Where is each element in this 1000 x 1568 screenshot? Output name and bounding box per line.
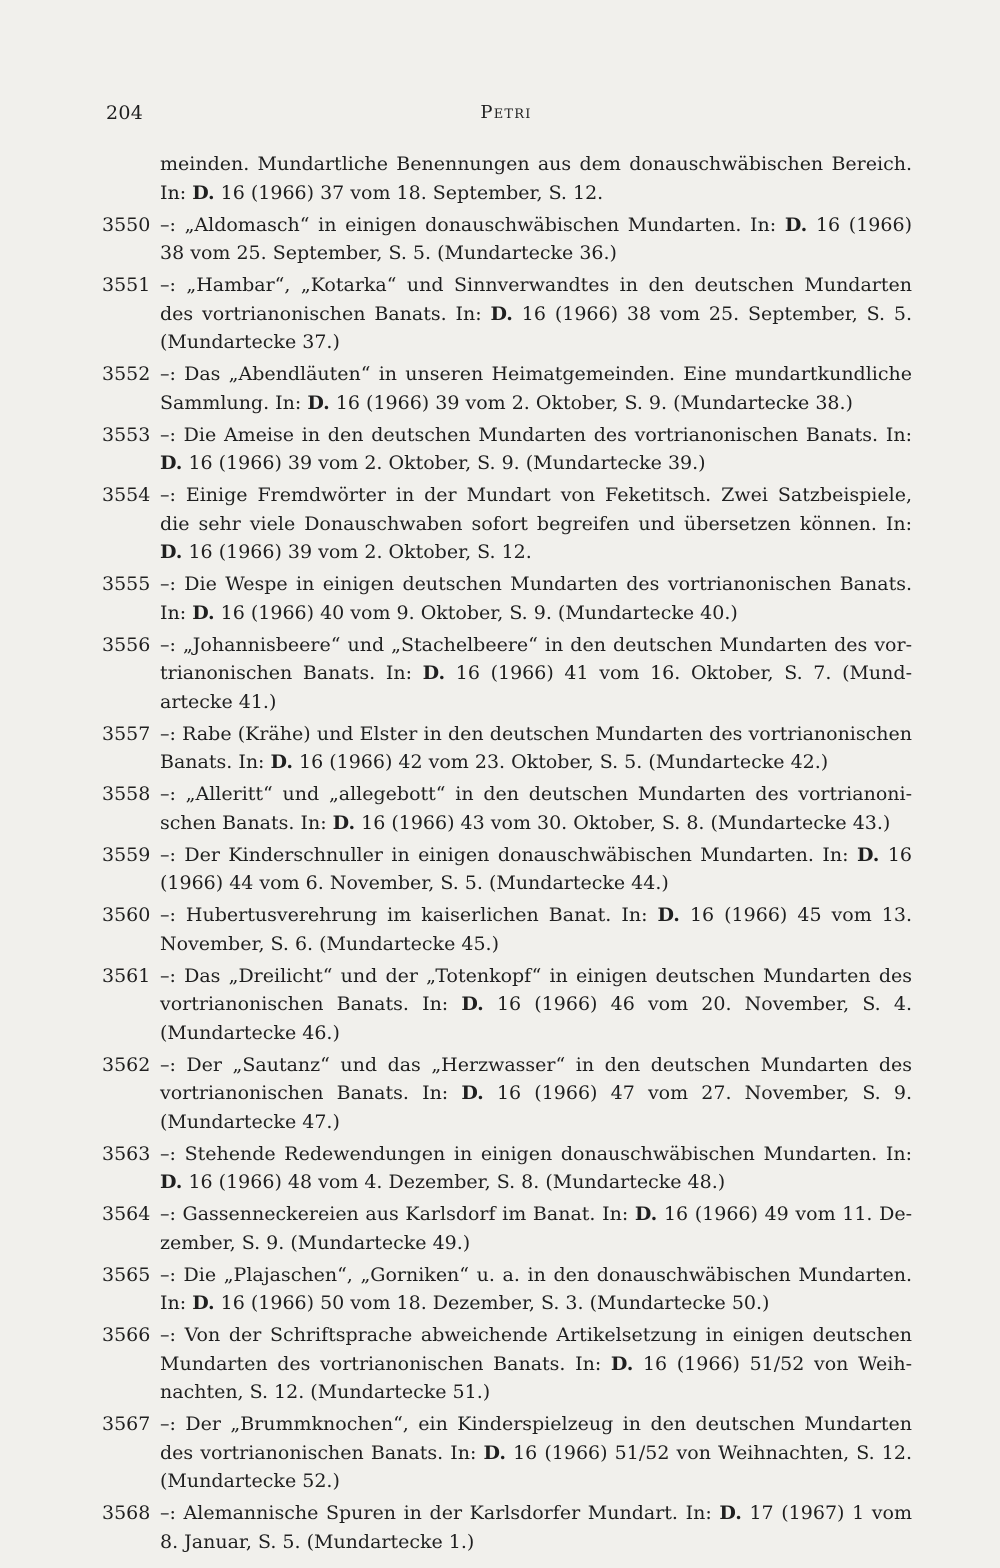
entry-line: (Mundartecke 47.) — [160, 1110, 340, 1133]
entry-text — [160, 844, 912, 895]
entry-text — [160, 723, 912, 774]
entry-line: –: „Hambar“, „Kotarka“ und Sinnverwandtes in den deutschen Mundarten — [160, 274, 912, 296]
bibliography-entry — [102, 481, 912, 567]
bibliography-entry — [102, 1200, 912, 1257]
entry-line: 38 vom 25. September, S. 5. (Mundartecke 36.) — [160, 242, 617, 264]
entry-line: (1966) 44 vom 6. November, S. 5. (Mundartecke 44.) — [160, 872, 669, 894]
entry-line: D. 16 (1966) 39 vom 2. Oktober, S. 9. (Mundartecke 39.) — [160, 452, 706, 474]
entry-line: des vortrianonischen Banats. In: D. 16 (1966) 51/52 von Weihnachten, S. 12. — [160, 1441, 913, 1464]
entry-number: 3564 — [102, 1203, 151, 1225]
bibliography-entry — [102, 211, 912, 268]
entry-text — [160, 1054, 912, 1133]
bibliography-entry — [102, 1051, 912, 1137]
journal-abbrev: D. — [192, 181, 215, 204]
entry-number: 3567 — [102, 1413, 151, 1435]
entry-number: 3556 — [102, 633, 151, 656]
entry-number: 3561 — [102, 964, 151, 987]
journal-abbrev: D. — [634, 1203, 658, 1225]
bibliography-entry — [102, 421, 912, 478]
entry-line: –: „Aldomasch“ in einigen donauschwäbischen Mundarten. In: D. 16 (1966) — [160, 213, 912, 236]
entry-line: (Mundartecke 52.) — [160, 1470, 340, 1492]
bibliography-entry — [102, 570, 912, 627]
entry-text — [160, 484, 912, 563]
entry-line: –: „Johannisbeere“ und „Stachelbeere“ in den deutschen Mundarten des vor- — [160, 633, 912, 656]
entry-number: 3565 — [102, 1263, 151, 1286]
entry-number: 3563 — [102, 1142, 151, 1165]
entry-text — [160, 1264, 912, 1315]
entry-line: trianonischen Banats. In: D. 16 (1966) 41 vom 16. Oktober, S. 7. (Mund- — [160, 662, 912, 684]
journal-abbrev: D. — [657, 904, 680, 926]
entry-line: –: Der „Brummknochen“, ein Kinderspielzeug in den deutschen Mundarten — [160, 1413, 912, 1435]
journal-abbrev: D. — [719, 1502, 742, 1524]
journal-abbrev: D. — [192, 601, 215, 624]
entry-line: In: D. 16 (1966) 37 vom 18. September, S. 12. — [160, 181, 604, 204]
entry-number: 3555 — [102, 573, 151, 595]
entry-line: Sammlung. In: D. 16 (1966) 39 vom 2. Oktober, S. 9. (Mundartecke 38.) — [160, 391, 853, 414]
entry-line: vortrianonischen Banats. In: D. 16 (1966) 46 vom 20. November, S. 4. — [160, 993, 912, 1015]
entry-line: –: Das „Dreilicht“ und der „Totenkopf“ in einigen deutschen Mundarten des — [160, 964, 912, 987]
entry-line: sehr viele Donauschwaben sofort begreifen und übersetzen können. In: D. 16 — [160, 512, 913, 563]
entry-line: –: Gassenneckereien aus Karlsdorf im Banat. In: D. 16 (1966) 49 vom 11. De- — [160, 1203, 912, 1225]
entry-line: D. 16 (1966) 48 vom 4. Dezember, S. 8. (Mundartecke 48.) — [160, 1171, 726, 1193]
entry-number: 3554 — [102, 484, 151, 506]
journal-abbrev: D. — [490, 302, 513, 325]
entry-text — [160, 783, 912, 834]
entry-text — [160, 424, 912, 475]
entry-text — [160, 634, 912, 713]
entry-line: (Mundartecke 46.) — [160, 1021, 340, 1044]
journal-abbrev: D. — [422, 662, 446, 684]
journal-abbrev: D. — [610, 1352, 634, 1375]
entry-line: –: Das „Abendläuten“ in unseren Heimatgemeinden. Eine mundartkundliche — [160, 363, 912, 385]
entry-text — [160, 1324, 912, 1403]
entry-line: –: Stehende Redewendungen in einigen donauschwäbischen Mundarten. In: — [160, 1142, 912, 1165]
entry-number: 3558 — [102, 783, 151, 805]
entry-number: 3559 — [102, 843, 151, 866]
bibliography-entry — [102, 1499, 912, 1556]
entry-line: In: D. 16 (1966) 50 vom 18. Dezember, S. 3. (Mundartecke 50.) — [160, 1292, 770, 1314]
entry-line: artecke 41.) — [160, 690, 277, 713]
entry-line: vortrianonischen Banats. In: D. 16 (1966) 47 vom 27. November, S. 9. — [160, 1082, 912, 1104]
entry-line: –: Einige Fremdwörter in der Mundart von Feketitsch. Zwei Satzbeispiele, die — [160, 484, 912, 535]
entry-text — [160, 1203, 912, 1254]
entry-line: schen Banats. In: D. 16 (1966) 43 vom 30. Oktober, S. 8. (Mundartecke 43.) — [160, 811, 891, 834]
entry-line: Banats. In: D. 16 (1966) 42 vom 23. Oktober, S. 5. (Mundartecke 42.) — [160, 751, 829, 773]
journal-abbrev: D. — [160, 452, 183, 474]
entry-text — [160, 573, 912, 624]
entry-line: des vortrianonischen Banats. In: D. 16 (1966) 38 vom 25. September, S. 5. — [160, 302, 912, 325]
entry-text — [160, 1143, 912, 1194]
journal-abbrev: D. — [160, 1171, 183, 1193]
entry-line: Mundarten des vortrianonischen Banats. In: D. 16 (1966) 51/52 von Weih- — [160, 1352, 912, 1375]
bibliography-entry — [102, 780, 912, 837]
journal-abbrev: D. — [307, 391, 330, 414]
entry-line: –: Der „Sautanz“ und das „Herzwasser“ in den deutschen Mundarten des — [160, 1053, 912, 1076]
entry-line: In: D. 16 (1966) 40 vom 9. Oktober, S. 9. (Mundartecke 40.) — [160, 601, 738, 624]
entry-text — [160, 214, 912, 265]
bibliography-entry — [102, 631, 912, 717]
entry-text — [160, 1502, 912, 1553]
entry-number: 3568 — [102, 1502, 151, 1524]
journal-abbrev: D. — [270, 751, 293, 773]
bibliography-entry — [102, 720, 912, 777]
journal-abbrev: D. — [461, 1082, 484, 1104]
entry-line: –: Rabe (Krähe) und Elster in den deutschen Mundarten des vortrianonischen — [160, 722, 912, 745]
entry-line: (Mundartecke 37.) — [160, 331, 340, 353]
entry-number: 3552 — [102, 363, 151, 385]
entry-number: 3551 — [102, 274, 151, 296]
journal-abbrev: D. — [160, 541, 183, 563]
bibliography-entry — [102, 271, 912, 357]
journal-abbrev: D. — [483, 1441, 506, 1464]
journal-abbrev: D. — [332, 811, 356, 834]
bibliography-entry — [102, 1140, 912, 1197]
entry-text — [160, 904, 912, 955]
bibliography-entry — [102, 1261, 912, 1318]
entry-line: –: Die „Plajaschen“, „Gorniken“ u. a. in den donauschwäbischen Mundarten. — [160, 1263, 912, 1286]
entry-line: –: Die Wespe in einigen deutschen Mundarten des vortrianonischen Banats. — [160, 573, 912, 595]
entry-line: –: „Alleritt“ und „allegebott“ in den deutschen Mundarten des vortrianoni- — [160, 783, 912, 805]
entry-text — [160, 153, 912, 204]
bibliography-entries — [102, 150, 912, 1560]
entry-line: –: Der Kinderschnuller in einigen donauschwäbischen Mundarten. In: D. 16 — [160, 843, 912, 866]
bibliography-entry — [102, 1410, 912, 1496]
bibliography-entry — [102, 841, 912, 898]
running-head: Petri — [480, 102, 532, 123]
bibliography-entry — [102, 901, 912, 958]
entry-line: (1966) 39 vom 2. Oktober, S. 12. — [218, 541, 532, 563]
entry-number: 3557 — [102, 722, 151, 745]
entry-number: 3562 — [102, 1053, 151, 1076]
bibliography-entry — [102, 150, 912, 207]
page-number: 204 — [106, 102, 144, 124]
journal-abbrev: D. — [192, 1292, 215, 1314]
entry-line: –: Hubertusverehrung im kaiserlichen Banat. In: D. 16 (1966) 45 vom — [160, 904, 872, 926]
bibliography-entry — [102, 360, 912, 417]
entry-line: –: Die Ameise in den deutschen Mundarten des vortrianonischen Banats. In: — [160, 423, 912, 446]
entry-number: 3550 — [102, 213, 151, 236]
entry-line: 13. November, S. 6. (Mundartecke 45.) — [160, 904, 912, 955]
bibliography-entry — [102, 962, 912, 1048]
journal-abbrev: D. — [461, 993, 484, 1015]
entry-line: –: Alemannische Spuren in der Karlsdorfer Mundart. In: D. 17 (1967) 1 vom — [160, 1502, 912, 1524]
entry-text — [160, 1413, 912, 1492]
entry-text — [160, 274, 912, 353]
journal-abbrev: D. — [856, 843, 880, 866]
entry-text — [160, 965, 912, 1044]
entry-number: 3553 — [102, 423, 151, 446]
bibliography-entry — [102, 1321, 912, 1407]
entry-line: 8. Januar, S. 5. (Mundartecke 1.) — [160, 1530, 475, 1553]
page-header — [106, 102, 906, 134]
entry-number: 3566 — [102, 1324, 151, 1346]
entry-line: meinden. Mundartliche Benennungen aus dem donauschwäbischen Bereich. — [160, 153, 912, 175]
journal-abbrev: D. — [784, 213, 808, 236]
entry-line: –: Von der Schriftsprache abweichende Artikelsetzung in einigen deutschen — [160, 1324, 912, 1346]
entry-text — [160, 363, 912, 414]
entry-line: zember, S. 9. (Mundartecke 49.) — [160, 1231, 471, 1254]
entry-line: nachten, S. 12. (Mundartecke 51.) — [160, 1381, 491, 1403]
entry-number: 3560 — [102, 904, 151, 926]
